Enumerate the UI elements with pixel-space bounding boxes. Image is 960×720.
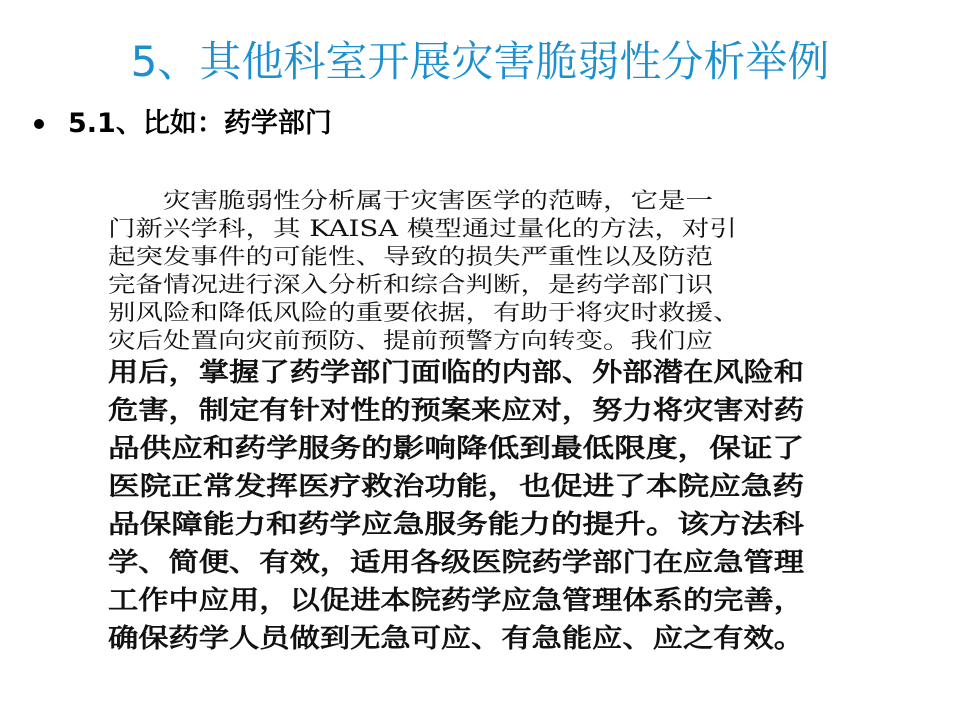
bullet-item — [34, 102, 332, 146]
scan-line: 灾后处置向灾前预防、提前预警方向转变。我们应 — [108, 329, 714, 354]
slide-title: 5、其他科室开展灾害脆弱性分析举例 — [130, 37, 830, 86]
scanned-text-image — [108, 178, 808, 662]
scan-line: 危害，制定有针对性的预案来应对，努力将灾害对药 — [108, 396, 805, 426]
scan-line: 用后，掌握了药学部门面临的内部、外部潜在风险和 — [108, 358, 805, 388]
scan-line: 完备情况进行深入分析和综合判断，是药学部门识 — [108, 273, 714, 298]
scan-line: 工作中应用，以促进本院药学应急管理体系的完善， — [108, 586, 805, 616]
bullet-text: 5.1、比如：药学部门 — [68, 108, 332, 139]
scan-line: 品保障能力和药学应急服务能力的提升。该方法科 — [108, 510, 805, 540]
scan-line: 品供应和药学服务的影响降低到最低限度，保证了 — [108, 434, 805, 464]
bullet-dot-icon — [34, 119, 44, 129]
scan-line: 灾害脆弱性分析属于灾害医学的范畴，它是一 — [108, 189, 714, 214]
scan-line: 起突发事件的可能性、导致的损失严重性以及防范 — [108, 245, 714, 270]
scan-line: 门新兴学科，其 KAISA 模型通过量化的方法，对引 — [108, 217, 737, 242]
scan-line: 学、简便、有效，适用各级医院药学部门在应急管理 — [108, 548, 805, 578]
scan-line: 别风险和降低风险的重要依据，有助于将灾时救援、 — [108, 301, 741, 326]
scan-line: 医院正常发挥医疗救治功能，也促进了本院应急药 — [108, 472, 805, 502]
scan-line: 确保药学人员做到无急可应、有急能应、应之有效。 — [108, 624, 805, 654]
